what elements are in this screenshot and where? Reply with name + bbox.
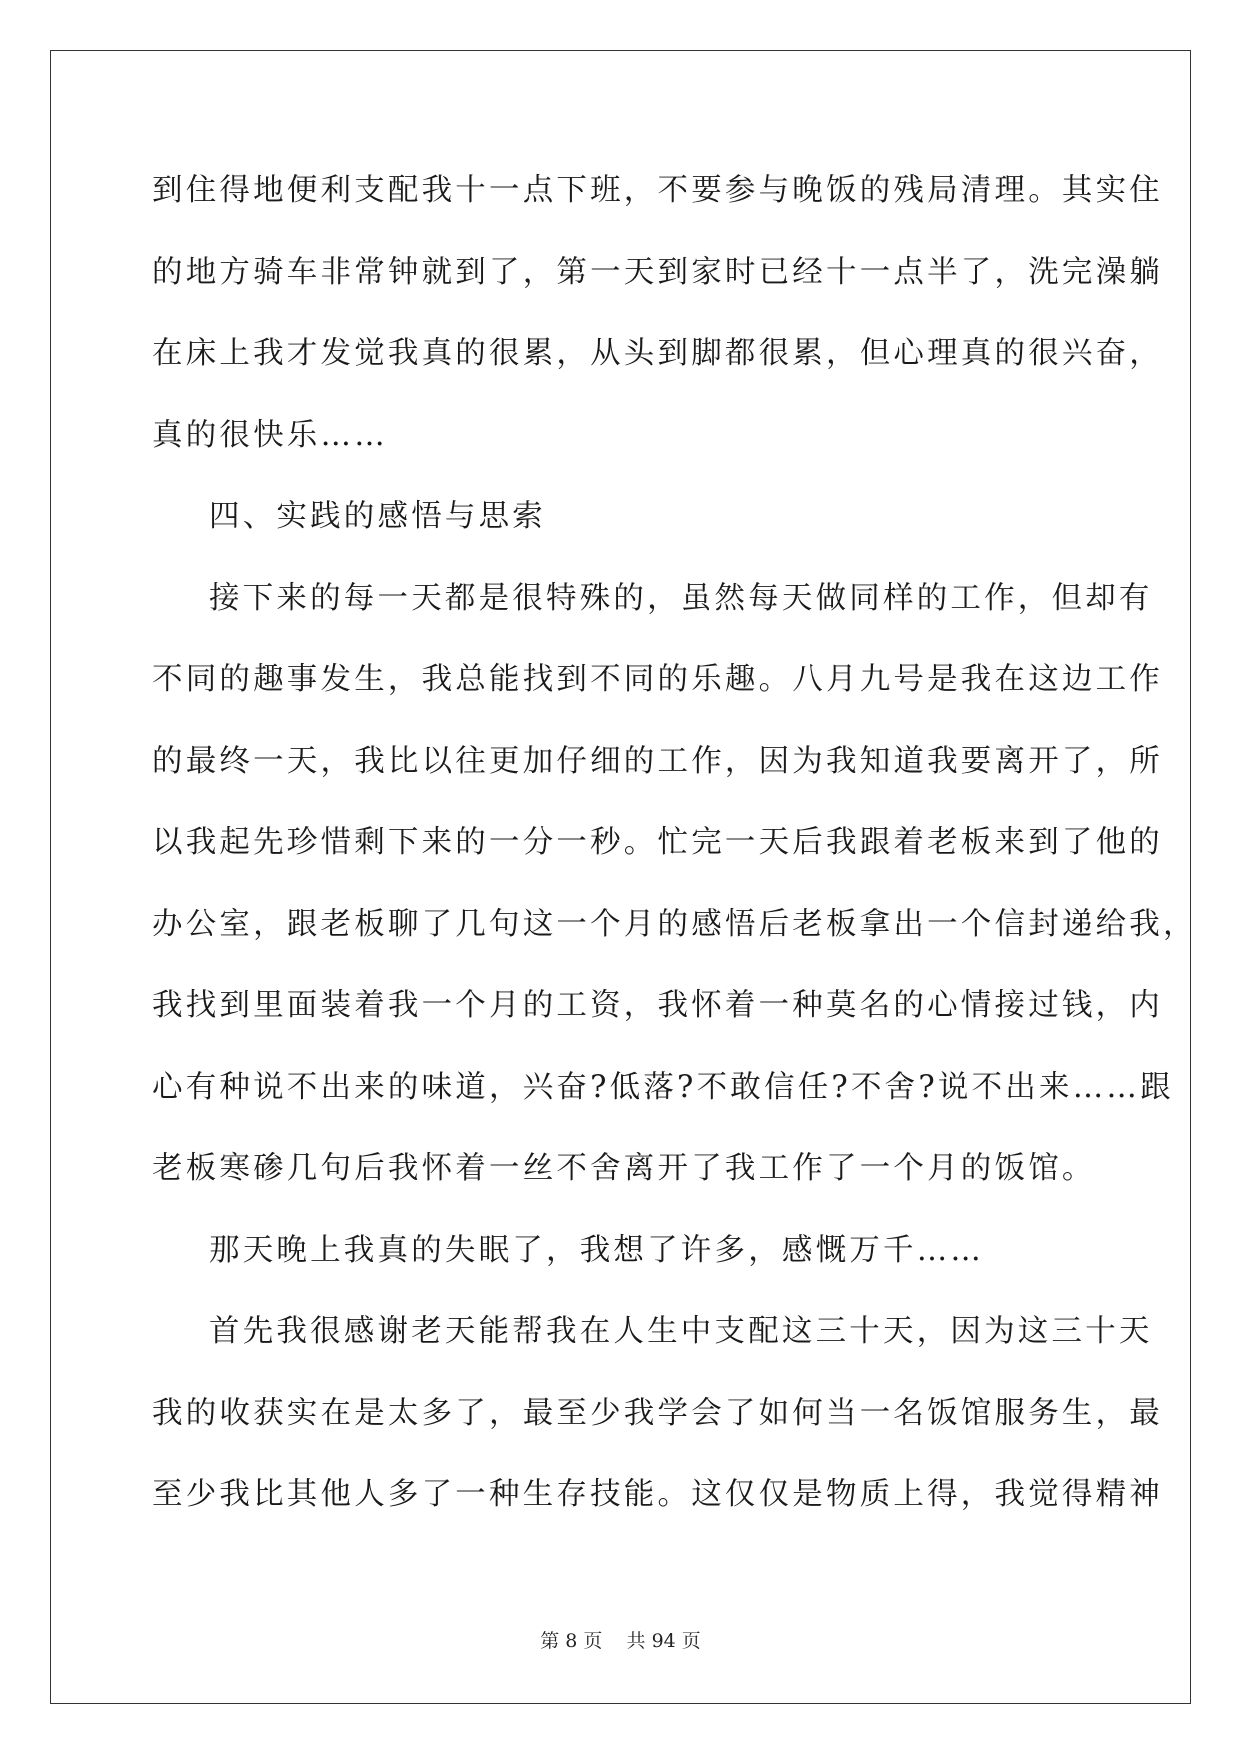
text-line: 我找到里面装着我一个月的工资，我怀着一种莫名的心情接过钱，内 [152,988,1163,1023]
text-line: 心有种说不出来的味道，兴奋?低落?不敢信任?不舍?说不出来……跟 [152,1069,1174,1105]
text-line: 的最终一天，我比以往更加仔细的工作，因为我知道我要离开了，所 [152,743,1163,779]
text-line: 在床上我才发觉我真的很累，从头到脚都很累，但心理真的很兴奋， [152,336,1163,371]
text-line: 老板寒碜几句后我怀着一丝不舍离开了我工作了一个月的饭馆。 [152,1151,1096,1186]
text-line: 不同的趣事发生，我总能找到不同的乐趣。八月九号是我在这边工作 [152,662,1163,697]
text-line: 以我起先珍惜剩下来的一分一秒。忙完一天后我跟着老板来到了他的 [152,825,1163,860]
text-line: 的地方骑车非常钟就到了，第一天到家时已经十一点半了，洗完澡躺 [152,254,1163,290]
page-number: 第 8 页 [540,1630,603,1652]
page-total: 共 94 页 [626,1630,701,1652]
text-line: 我的收获实在是太多了，最至少我学会了如何当一名饭馆服务生，最 [152,1395,1163,1431]
text-line: 办公室，跟老板聊了几句这一个月的感悟后老板拿出一个信封递给我， [152,906,1197,942]
text-line: 真的很快乐…… [152,417,388,453]
paragraph-start-line: 那天晚上我真的失眠了，我想了许多，感慨万千…… [209,1232,985,1268]
paragraph-start-line: 接下来的每一天都是很特殊的，虽然每天做同样的工作，但却有 [209,580,1153,616]
document-body [152,150,1197,1536]
page-footer [0,1626,1241,1653]
paragraph-start-line: 首先我很感谢老天能帮我在人生中支配这三十天，因为这三十天 [209,1314,1153,1349]
section-heading: 四、实践的感悟与思索 [209,499,546,534]
text-line: 至少我比其他人多了一种生存技能。这仅仅是物质上得，我觉得精神 [152,1477,1163,1512]
text-line: 到住得地便利支配我十一点下班，不要参与晚饭的残局清理。其实住 [152,173,1163,208]
